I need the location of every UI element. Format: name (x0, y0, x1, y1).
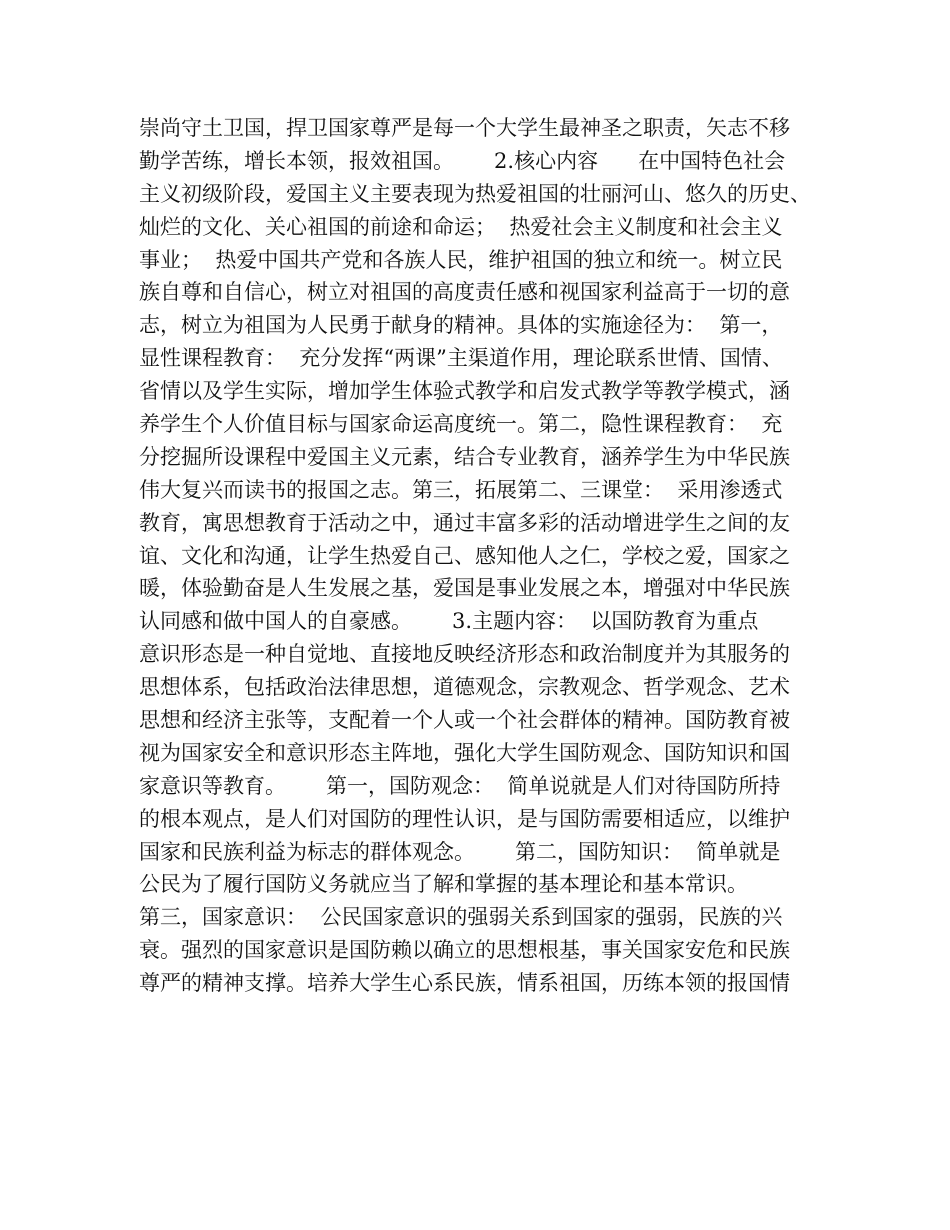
text-line: 的根本观点，是人们对国防的理性认识，是与国防需要相适应，以维护 (139, 806, 790, 831)
text-line: 族自尊和自信心，树立对祖国的高度责任感和视国家利益高于一切的意 (139, 280, 790, 305)
text-line: 养学生个人价值目标与国家命运高度统一。第二，隐性课程教育： 充 (139, 412, 783, 437)
text-line: 尊严的精神支撑。培养大学生心系民族，情系祖国，历练本领的报国情 (139, 971, 790, 996)
text-line: 谊、文化和沟通，让学生热爱自己、感知他人之仁，学校之爱，国家之 (139, 543, 790, 568)
text-line: 灿烂的文化、关心祖国的前途和命运； 热爱社会主义制度和社会主义 (139, 214, 783, 239)
text-line: 志，树立为祖国为人民勇于献身的精神。具体的实施途径为： 第一， (139, 313, 783, 338)
text-line: 显性课程教育： 充分发挥“两课”主渠道作用，理论联系世情、国情、 (139, 346, 783, 371)
text-line: 认同感和做中国人的自豪感。 3.主题内容： 以国防教育为重点 (139, 609, 759, 634)
text-line: 勤学苦练，增长本领，报效祖国。 2.核心内容 在中国特色社会 (139, 148, 786, 173)
text-line: 家意识等教育。 第一，国防观念： 简单说就是人们对待国防所持 (139, 773, 781, 798)
text-line: 国家和民族利益为标志的群体观念。 第二，国防知识： 简单就是 (139, 839, 781, 864)
text-line: 意识形态是一种自觉地、直接地反映经济形态和政治制度并为其服务的 (139, 642, 790, 667)
text-line: 教育，寓思想教育于活动之中，通过丰富多彩的活动增进学生之间的友 (139, 510, 790, 535)
text-line: 暖，体验勤奋是人生发展之基，爱国是事业发展之本，增强对中华民族 (139, 576, 790, 601)
text-line: 公民为了履行国防义务就应当了解和掌握的基本理论和基本常识。 (139, 872, 748, 897)
text-line: 崇尚守土卫国，捍卫国家尊严是每一个大学生最神圣之职责，矢志不移 (139, 116, 790, 140)
body-text (139, 112, 819, 1000)
text-line: 衰。强烈的国家意识是国防赖以确立的思想根基，事关国家安危和民族 (139, 938, 790, 963)
text-line: 视为国家安全和意识形态主阵地，强化大学生国防观念、国防知识和国 (139, 740, 790, 765)
text-line: 第三，国家意识： 公民国家意识的强弱关系到国家的强弱，民族的兴 (139, 905, 783, 930)
text-line: 伟大复兴而读书的报国之志。第三，拓展第二、三课堂： 采用渗透式 (139, 477, 783, 502)
text-line: 思想和经济主张等，支配着一个人或一个社会群体的精神。国防教育被 (139, 708, 790, 733)
text-line: 主义初级阶段，爱国主义主要表现为热爱祖国的壮丽河山、悠久的历史、 (139, 181, 811, 206)
text-line: 分挖掘所设课程中爱国主义元素，结合专业教育，涵养学生为中华民族 (139, 444, 790, 469)
text-line: 事业； 热爱中国共产党和各族人民，维护祖国的独立和统一。树立民 (139, 247, 783, 272)
text-line: 思想体系，包括政治法律思想，道德观念，宗教观念、哲学观念、艺术 (139, 675, 790, 700)
text-line: 省情以及学生实际，增加学生体验式教学和启发式教学等教学模式，涵 (139, 379, 790, 404)
